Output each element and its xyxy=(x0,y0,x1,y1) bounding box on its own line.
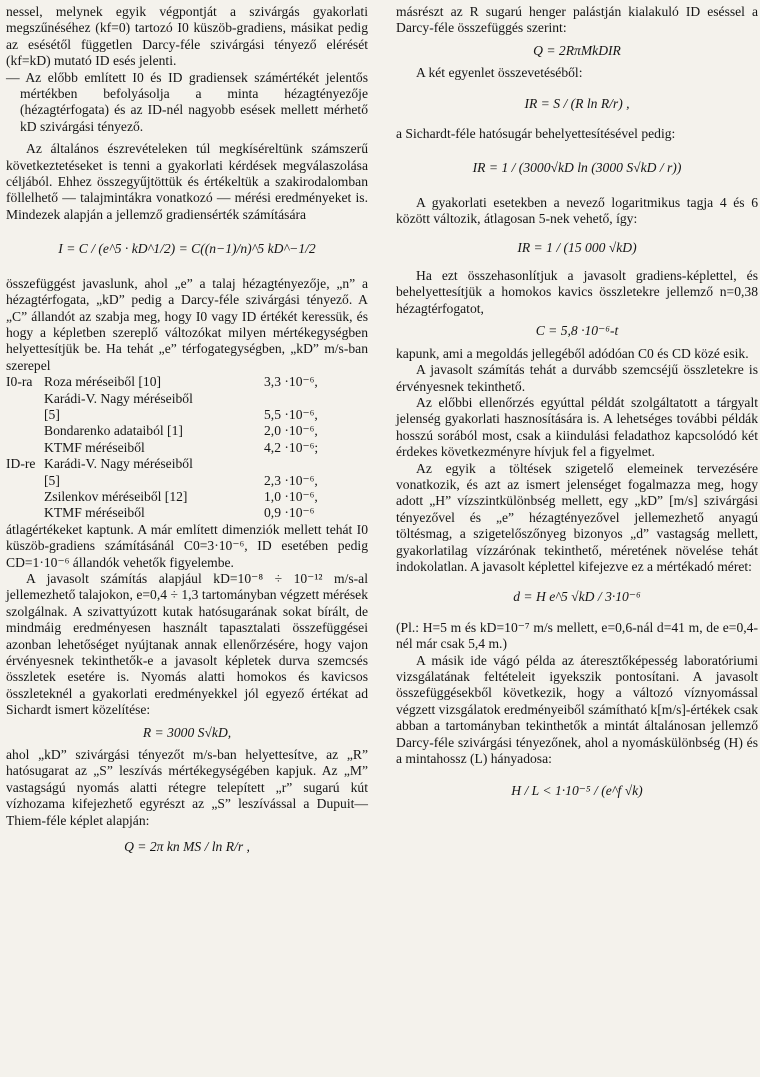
paragraph: a Sichardt-féle hatósugár behelyettesítésével pedig: xyxy=(396,126,676,142)
ref-value: 2,0 ·10⁻⁶, xyxy=(264,423,318,439)
ref-label xyxy=(6,489,44,505)
equation-ir-simplified: IR = 1 / (15 000 √kD) xyxy=(517,239,637,255)
ref-value: 0,9 ·10⁻⁶ xyxy=(264,505,315,521)
ref-label xyxy=(6,391,44,407)
equation-h-over-l: H / L < 1·10⁻⁵ / (e^f √k) xyxy=(511,783,643,799)
paragraph: kapunk, ami a megoldás jellegéből adódóan C0 és CD közé esik. xyxy=(396,345,749,361)
ref-label xyxy=(6,505,44,521)
paragraph: A gyakorlati esetekben a nevező logaritmikus tagja 4 és 6 között változik, átlagosan 5-nek vehető, így: xyxy=(396,194,758,227)
ref-label xyxy=(6,407,44,423)
paragraph: A két egyenlet összevetéséből: xyxy=(416,65,583,81)
ref-label xyxy=(6,440,44,456)
equation-c: C = 5,8 ·10⁻⁶-t xyxy=(535,323,619,339)
ref-label xyxy=(6,473,44,489)
ref-value: 2,3 ·10⁻⁶, xyxy=(264,472,318,488)
ref-source: KTMF méréseiből xyxy=(44,439,145,455)
ref-label: I0-ra xyxy=(6,374,33,390)
paragraph: — Az előbb említett I0 és ID gradiensek számértékét jelentős mértékben befolyásolja a minta hézagtényezője (hézagtérfogata) és az ID-nél nagyobb esések mellett mérhető kD szivárgási tényező. xyxy=(6,69,368,134)
ref-value: 3,3 ·10⁻⁶, xyxy=(264,374,318,390)
ref-source: Karádi-V. Nagy méréseiből xyxy=(44,390,193,406)
ref-source: [5] xyxy=(44,472,60,488)
reference-values-list xyxy=(6,374,368,522)
paragraph: összefüggést javaslunk, ahol „e” a talaj hézagtényezője, „n” a hézagtérfogata, „kD” pedig a Darcy-féle szivárgási tényező. A „C” állandót az szabja meg, hogy I0 vagy ID értékét keressük, és hogy a képletben szereplő változókat milyen mértékegységben helyettesítjük be. Ha tehát „e” térfogategységben, „kD” m/s-ban szerepel xyxy=(6,275,368,373)
equation-gradient: I = C / (e^5 · kD^1/2) = C((n−1)/n)^5 kD^−1/2 xyxy=(58,241,316,257)
equation-darcy: Q = 2RπMkDIR xyxy=(533,42,621,58)
paragraph: Ha ezt összehasonlítjuk a javasolt gradiens-képlettel, és behelyettesítjük a homokos kavics összletekre jellemző n=0,38 hézagtérfogatot, xyxy=(396,268,758,316)
ref-value: 1,0 ·10⁻⁶, xyxy=(264,488,318,504)
paragraph: A javasolt számítás alapjául kD=10⁻⁸ ÷ 10⁻¹² m/s-al jellemezhető talajokon, e=0,4 ÷ 1,3 tartományban végzett mérések szolgálnak. A szivattyúzott kutak hatósugarának sokat bírált, de mindmáig eredményesen használt tapasztalati összefüggései azonban lehetőséget nyújtanak annak ellenőrzésére, hogy vajon érvényesnek tekinthetők-e a javasolt képletek durva szemcsés összletek esetére is. Nyomás alatti homokos és kavicsos összleteknél a gyakorlati eredményekkel jól egyező értékat ad Sichardt ismert közelítése: xyxy=(6,571,368,718)
ref-label: ID-re xyxy=(6,456,36,472)
paragraph: átlagértékeket kaptunk. A már említett dimenziók mellett tehát I0 küszöb-gradiens számításánál C0=3·10⁻⁶, ID esetében pedig CD=1·10⁻⁶ állandók vehetők figyelembe. xyxy=(6,521,368,570)
paragraph: másrészt az R sugarú henger palástján kialakuló ID eséssel a Darcy-féle összefüggés szerint: xyxy=(396,4,758,36)
left-column xyxy=(6,4,368,862)
ref-source: Bondarenko adataiból [1] xyxy=(44,423,183,439)
ref-value: 5,5 ·10⁻⁶, xyxy=(264,406,318,422)
equation-d: d = H e^5 √kD / 3·10⁻⁶ xyxy=(513,589,641,605)
paragraph: Az általános észrevételeken túl megkíséreltünk számszerű következtetéseket is tenni a gyakorlati kérdések megválaszolása céljából. Ehhez összegyűjtöttük és értékeltük a szakirodalomban föllelhető — talajmintákra vonatkozó — mérési eredményeket is. Mindezek alapján a jellemző gradiensérték számítására xyxy=(6,141,368,222)
ref-value: 4,2 ·10⁻⁶; xyxy=(264,439,319,455)
paragraph: (Pl.: H=5 m és kD=10⁻⁷ m/s mellett, e=0,6-nál d=41 m, de e=0,4-nél már csak 5,4 m.) xyxy=(396,619,758,652)
paragraph: Az egyik a töltések szigetelő elemeinek tervezésére vonatkozik, és azt az ismert jelenséget fogalmazza meg, hogy adott „H” vízszintkülönbség mellett, egy „kD” [m/s] szivárgási tényezővel és „e” hézagtényezővel jellemezhető anyagú töltésmag, a szigetelőszőnyeg bizonyos „d” vastagság mellett, gyakorlatilag vízzárónak tekinthető, méretének növelése tehát indokolatlan. A javasolt képlettel kifejezve ez a mértékadó méret: xyxy=(396,460,758,574)
ref-source: Karádi-V. Nagy méréseiből xyxy=(44,456,193,472)
ref-source: Zsilenkov méréseiből [12] xyxy=(44,488,188,504)
paragraph: A javasolt számítás tehát a durvább szemcséjű összletekre is érvényesnek tekinthető. xyxy=(396,362,758,394)
paragraph: A másik ide vágó példa az áteresztőképesség laboratóriumi vizsgálatának feltételeit igyekszik pontosítani. A javasolt összefüggésekből következik, hogy a változó víznyomással végzett vizsgálatok eredményeiből számítható k[m/s]-értékek csak abban a tartományban tekinthetők a mintát általánosan jellemző Darcy-féle szivárgási tényezőnek, ahol a nyomáskülönbség (H) és a mintahossz (L) hányadosa: xyxy=(396,652,758,767)
ref-label xyxy=(6,423,44,439)
right-column xyxy=(396,4,758,806)
ref-source: [5] xyxy=(44,406,60,422)
equation-ir-sichardt: IR = 1 / (3000√kD ln (3000 S√kD / r)) xyxy=(472,160,682,176)
ref-value xyxy=(264,456,364,472)
ref-value xyxy=(264,391,364,407)
paragraph: nessel, melynek egyik végpontját a szivárgás gyakorlati megszűnéséhez (kf=0) tartozó I0 küszöb-gradiens, másikat pedig az esésétől független Darcy-féle szivárgási tényező elérését (kf=kD) mutató ID esés jelenti. xyxy=(6,4,368,69)
ref-source: Roza méréseiből [10] xyxy=(44,374,162,390)
paragraph: Az előbbi ellenőrzés egyúttal példát szolgáltatott a tárgyalt jelenség gyakorlati hasznosítására is. A lehetséges további példák hosszú sorából most, csak a kiindulási feladathoz kapcsolódó két érdekes következményre hívjuk fel a figyelmet. xyxy=(396,394,758,460)
equation-sichardt: R = 3000 S√kD, xyxy=(142,724,232,740)
equation-dupuit-thiem: Q = 2π kn MS / ln R/r , xyxy=(124,839,250,855)
paragraph: ahol „kD” szivárgási tényezőt m/s-ban helyettesítve, az „R” hatósugarat az „S” leszívás mértékegységében kapjuk. Az „M” vastagságú nyomás alatti rétegre telepített „r” sugarú kút vízhozama kifejezhető egyrészt az „S” leszívással a Dupuit—Thiem-féle képlet alapján: xyxy=(6,747,368,828)
ref-source: KTMF méréseiből xyxy=(44,505,145,521)
equation-ir: IR = S / (R ln R/r) , xyxy=(524,95,630,111)
